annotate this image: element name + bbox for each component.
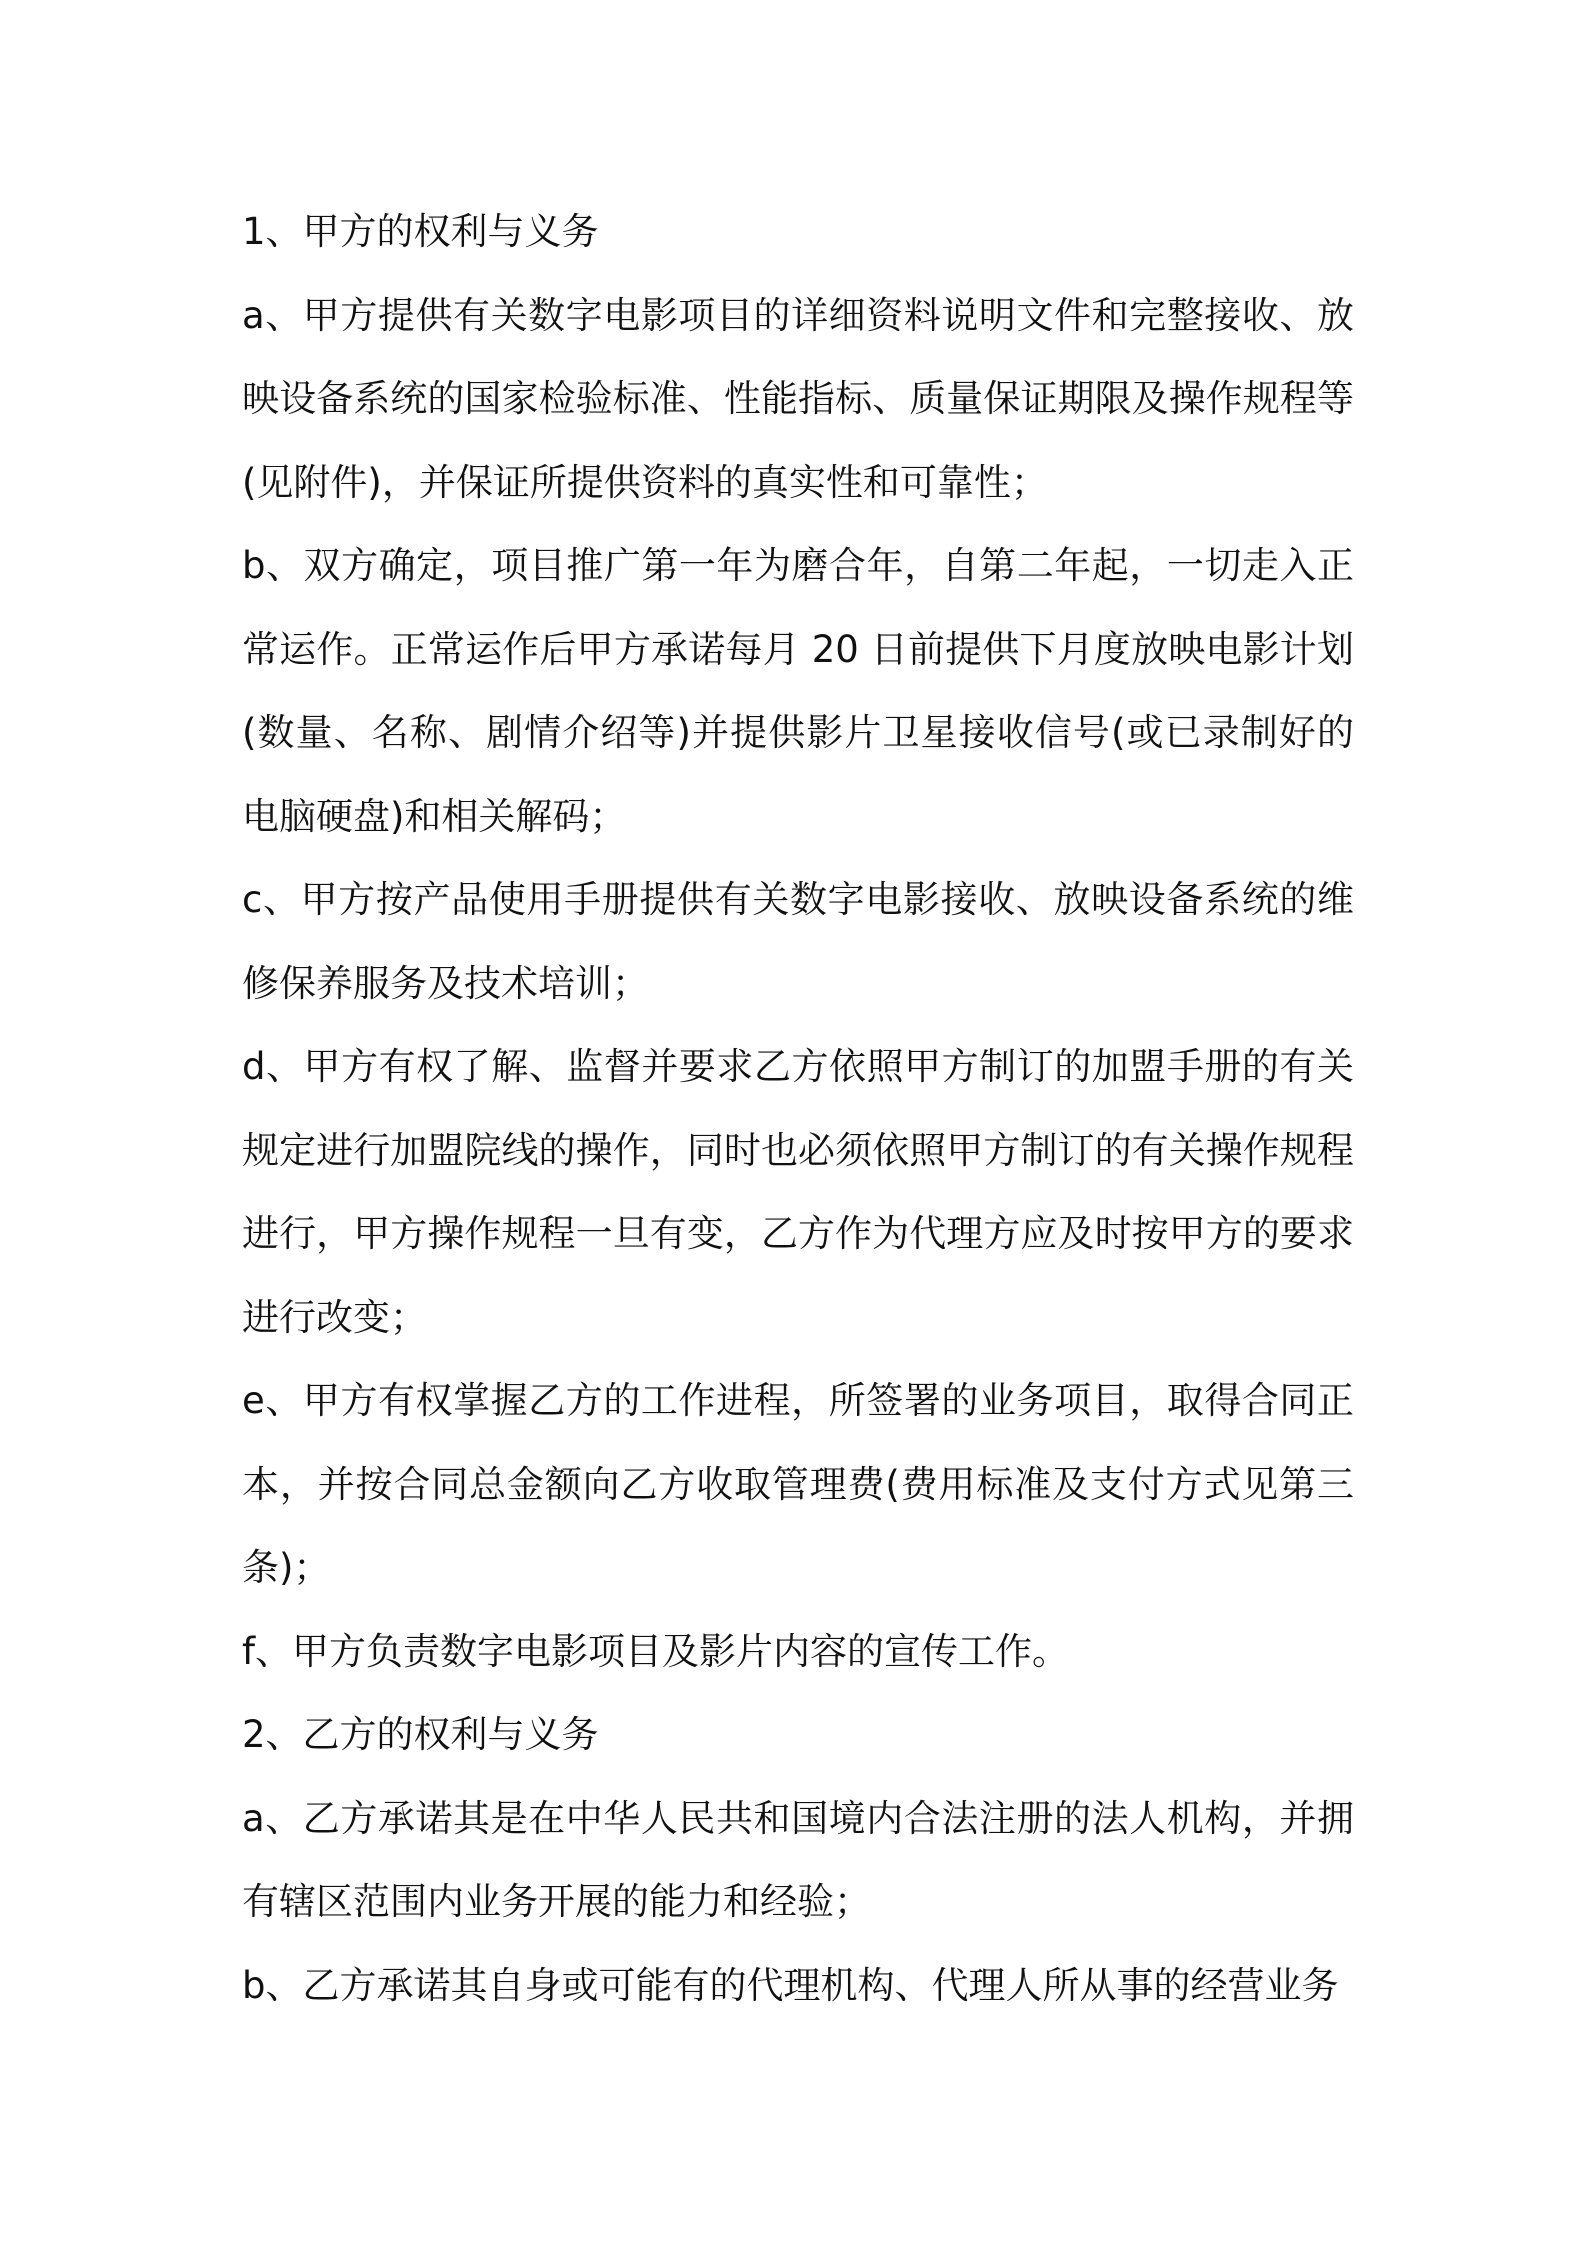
clause-a-party-b: a、乙方承诺其是在中华人民共和国境内合法注册的法人机构，并拥有辖区范围内业务开展的能力和经验； [242, 1796, 1354, 1923]
document-body [242, 190, 1354, 2027]
clause-b-party-a: b、双方确定，项目推广第一年为磨合年，自第二年起，一切走入正常运作。正常运作后甲方承诺每月 20 日前提供下月度放映电影计划(数量、名称、剧情介绍等)并提供影片卫星接收信号(或已录制好的电脑硬盘)和相关解码； [242, 544, 1354, 838]
clause-d-party-a: d、甲方有权了解、监督并要求乙方依照甲方制订的加盟手册的有关规定进行加盟院线的操作，同时也必须依照甲方制订的有关操作规程进行，甲方操作规程一旦有变，乙方作为代理方应及时按甲方的要求进行改变； [242, 1045, 1354, 1339]
clause-f-party-a: f、甲方负责数字电影项目及影片内容的宣传工作。 [242, 1629, 1070, 1673]
clause-c-party-a: c、甲方按产品使用手册提供有关数字电影接收、放映设备系统的维修保养服务及技术培训； [242, 878, 1354, 1005]
section-heading-party-b: 2、乙方的权利与义务 [242, 1713, 599, 1756]
clause-b-party-b: b、乙方承诺其自身或可能有的代理机构、代理人所从事的经营业务 [242, 1963, 1339, 2007]
section-heading-party-a: 1、甲方的权利与义务 [242, 210, 599, 253]
clause-a-party-a: a、甲方提供有关数字电影项目的详细资料说明文件和完整接收、放映设备系统的国家检验标准、性能指标、质量保证期限及操作规程等(见附件)，并保证所提供资料的真实性和可靠性； [242, 293, 1354, 504]
clause-e-party-a: e、甲方有权掌握乙方的工作进程，所签署的业务项目，取得合同正本，并按合同总金额向乙方收取管理费(费用标准及支付方式见第三条)； [242, 1379, 1354, 1589]
